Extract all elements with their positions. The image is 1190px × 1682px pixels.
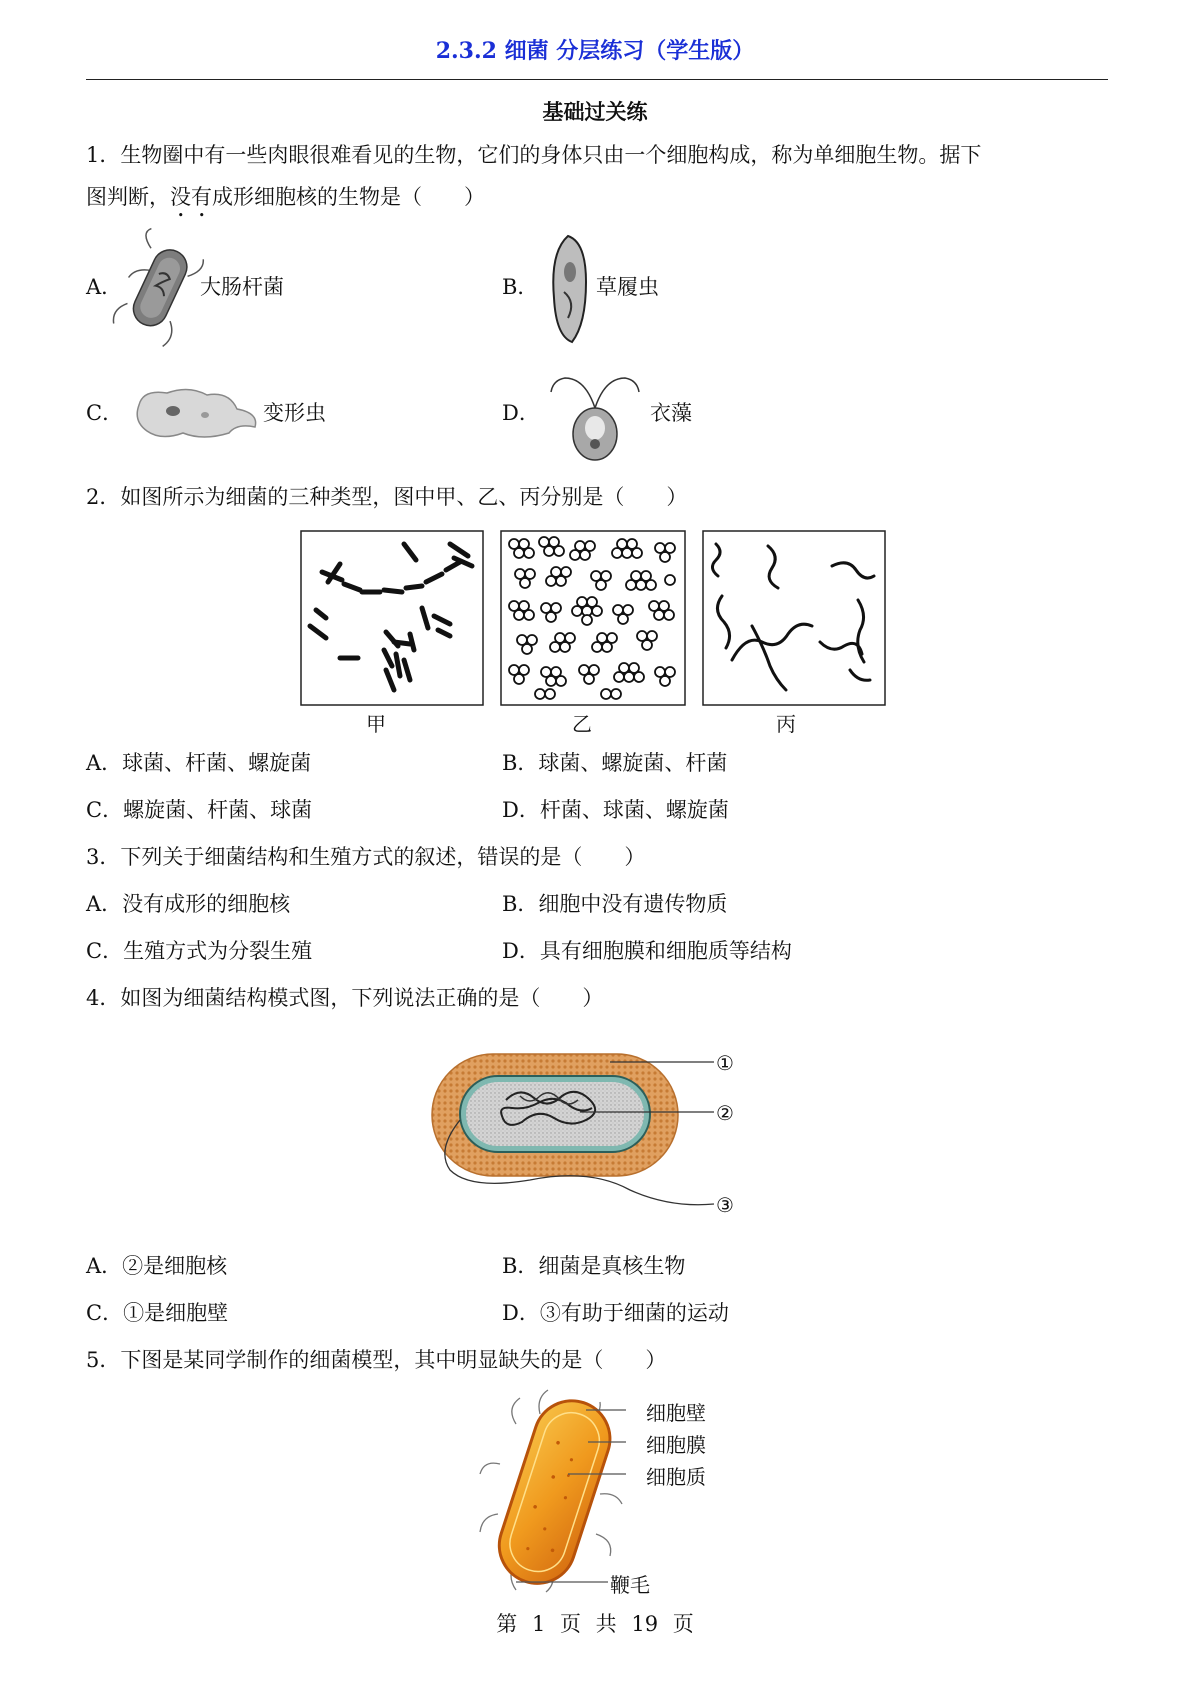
q3-stem: 3．下列关于细菌结构和生殖方式的叙述，错误的是（ ）	[86, 845, 646, 869]
header-rule	[86, 79, 1108, 80]
label-cell-membrane: 细胞膜	[646, 1433, 706, 1457]
amoeba-illustration	[133, 383, 263, 443]
cocci-panel	[500, 530, 688, 706]
spirilla-panel	[702, 530, 888, 706]
callout-3: ③	[716, 1193, 734, 1217]
section-heading: 基础过关练	[542, 99, 648, 124]
paramecium-illustration	[546, 232, 596, 347]
q3-option-d: D．具有细胞膜和细胞质等结构	[502, 939, 792, 963]
callout-2: ②	[716, 1101, 734, 1125]
callout-1: ①	[716, 1051, 734, 1075]
q3-option-b: B．细胞中没有遗传物质	[502, 892, 728, 916]
q1-option-c-letter: C．	[86, 401, 124, 425]
chlamydomonas-illustration	[545, 358, 645, 466]
q1-stem-post: 成形细胞核的生物是（ ）	[212, 185, 485, 209]
q1-stem-pre: 图判断，	[86, 185, 170, 209]
q1-stem-line1: 1．生物圈中有一些肉眼很难看见的生物，它们的身体只由一个细胞构成，称为单细胞生物。据下	[86, 143, 982, 167]
q4-option-b: B．细菌是真核生物	[502, 1254, 686, 1278]
q3-option-a: A．没有成形的细胞核	[86, 892, 291, 916]
panel-label-jia: 甲	[366, 712, 386, 736]
q2-option-b: B．球菌、螺旋菌、杆菌	[502, 751, 728, 775]
q1-option-a-letter: A．	[86, 275, 123, 299]
q1-stem-line2	[86, 182, 485, 222]
q1-option-b-letter: B．	[502, 275, 539, 299]
q4-stem: 4．如图为细菌结构模式图，下列说法正确的是（ ）	[86, 986, 604, 1010]
q4-option-a: A．②是细胞核	[86, 1254, 228, 1278]
label-cytoplasm: 细胞质	[646, 1465, 706, 1489]
label-cell-wall: 细胞壁	[646, 1401, 706, 1425]
panel-label-yi: 乙	[572, 712, 592, 736]
q3-option-c: C．生殖方式为分裂生殖	[86, 939, 313, 963]
q2-option-a: A．球菌、杆菌、螺旋菌	[86, 751, 312, 775]
page-number-footer: 第 1 页 共 19 页	[496, 1612, 694, 1636]
q1-stem-emphasis: 没有	[170, 185, 212, 209]
q1-option-d-name: 衣藻	[650, 401, 692, 425]
e-coli-illustration	[126, 236, 196, 346]
q1-option-d-letter: D．	[502, 401, 540, 425]
q2-option-d: D．杆菌、球菌、螺旋菌	[502, 798, 729, 822]
bacilli-panel	[300, 530, 486, 706]
q1-option-c-name: 变形虫	[263, 401, 326, 425]
q5-stem: 5．下图是某同学制作的细菌模型，其中明显缺失的是（ ）	[86, 1348, 667, 1372]
q2-option-c: C．螺旋菌、杆菌、球菌	[86, 798, 313, 822]
q1-option-b-name: 草履虫	[596, 275, 659, 299]
bacteria-model-illustration	[476, 1384, 646, 1594]
q4-option-d: D．③有助于细菌的运动	[502, 1301, 729, 1325]
q4-option-c: C．①是细胞壁	[86, 1301, 229, 1325]
q1-option-a-name: 大肠杆菌	[200, 275, 284, 299]
label-flagellum: 鞭毛	[610, 1573, 650, 1597]
panel-label-bing: 丙	[776, 712, 796, 736]
page-title: 2.3.2 细菌 分层练习（学生版）	[435, 38, 755, 64]
q2-stem: 2．如图所示为细菌的三种类型，图中甲、乙、丙分别是（ ）	[86, 485, 688, 509]
